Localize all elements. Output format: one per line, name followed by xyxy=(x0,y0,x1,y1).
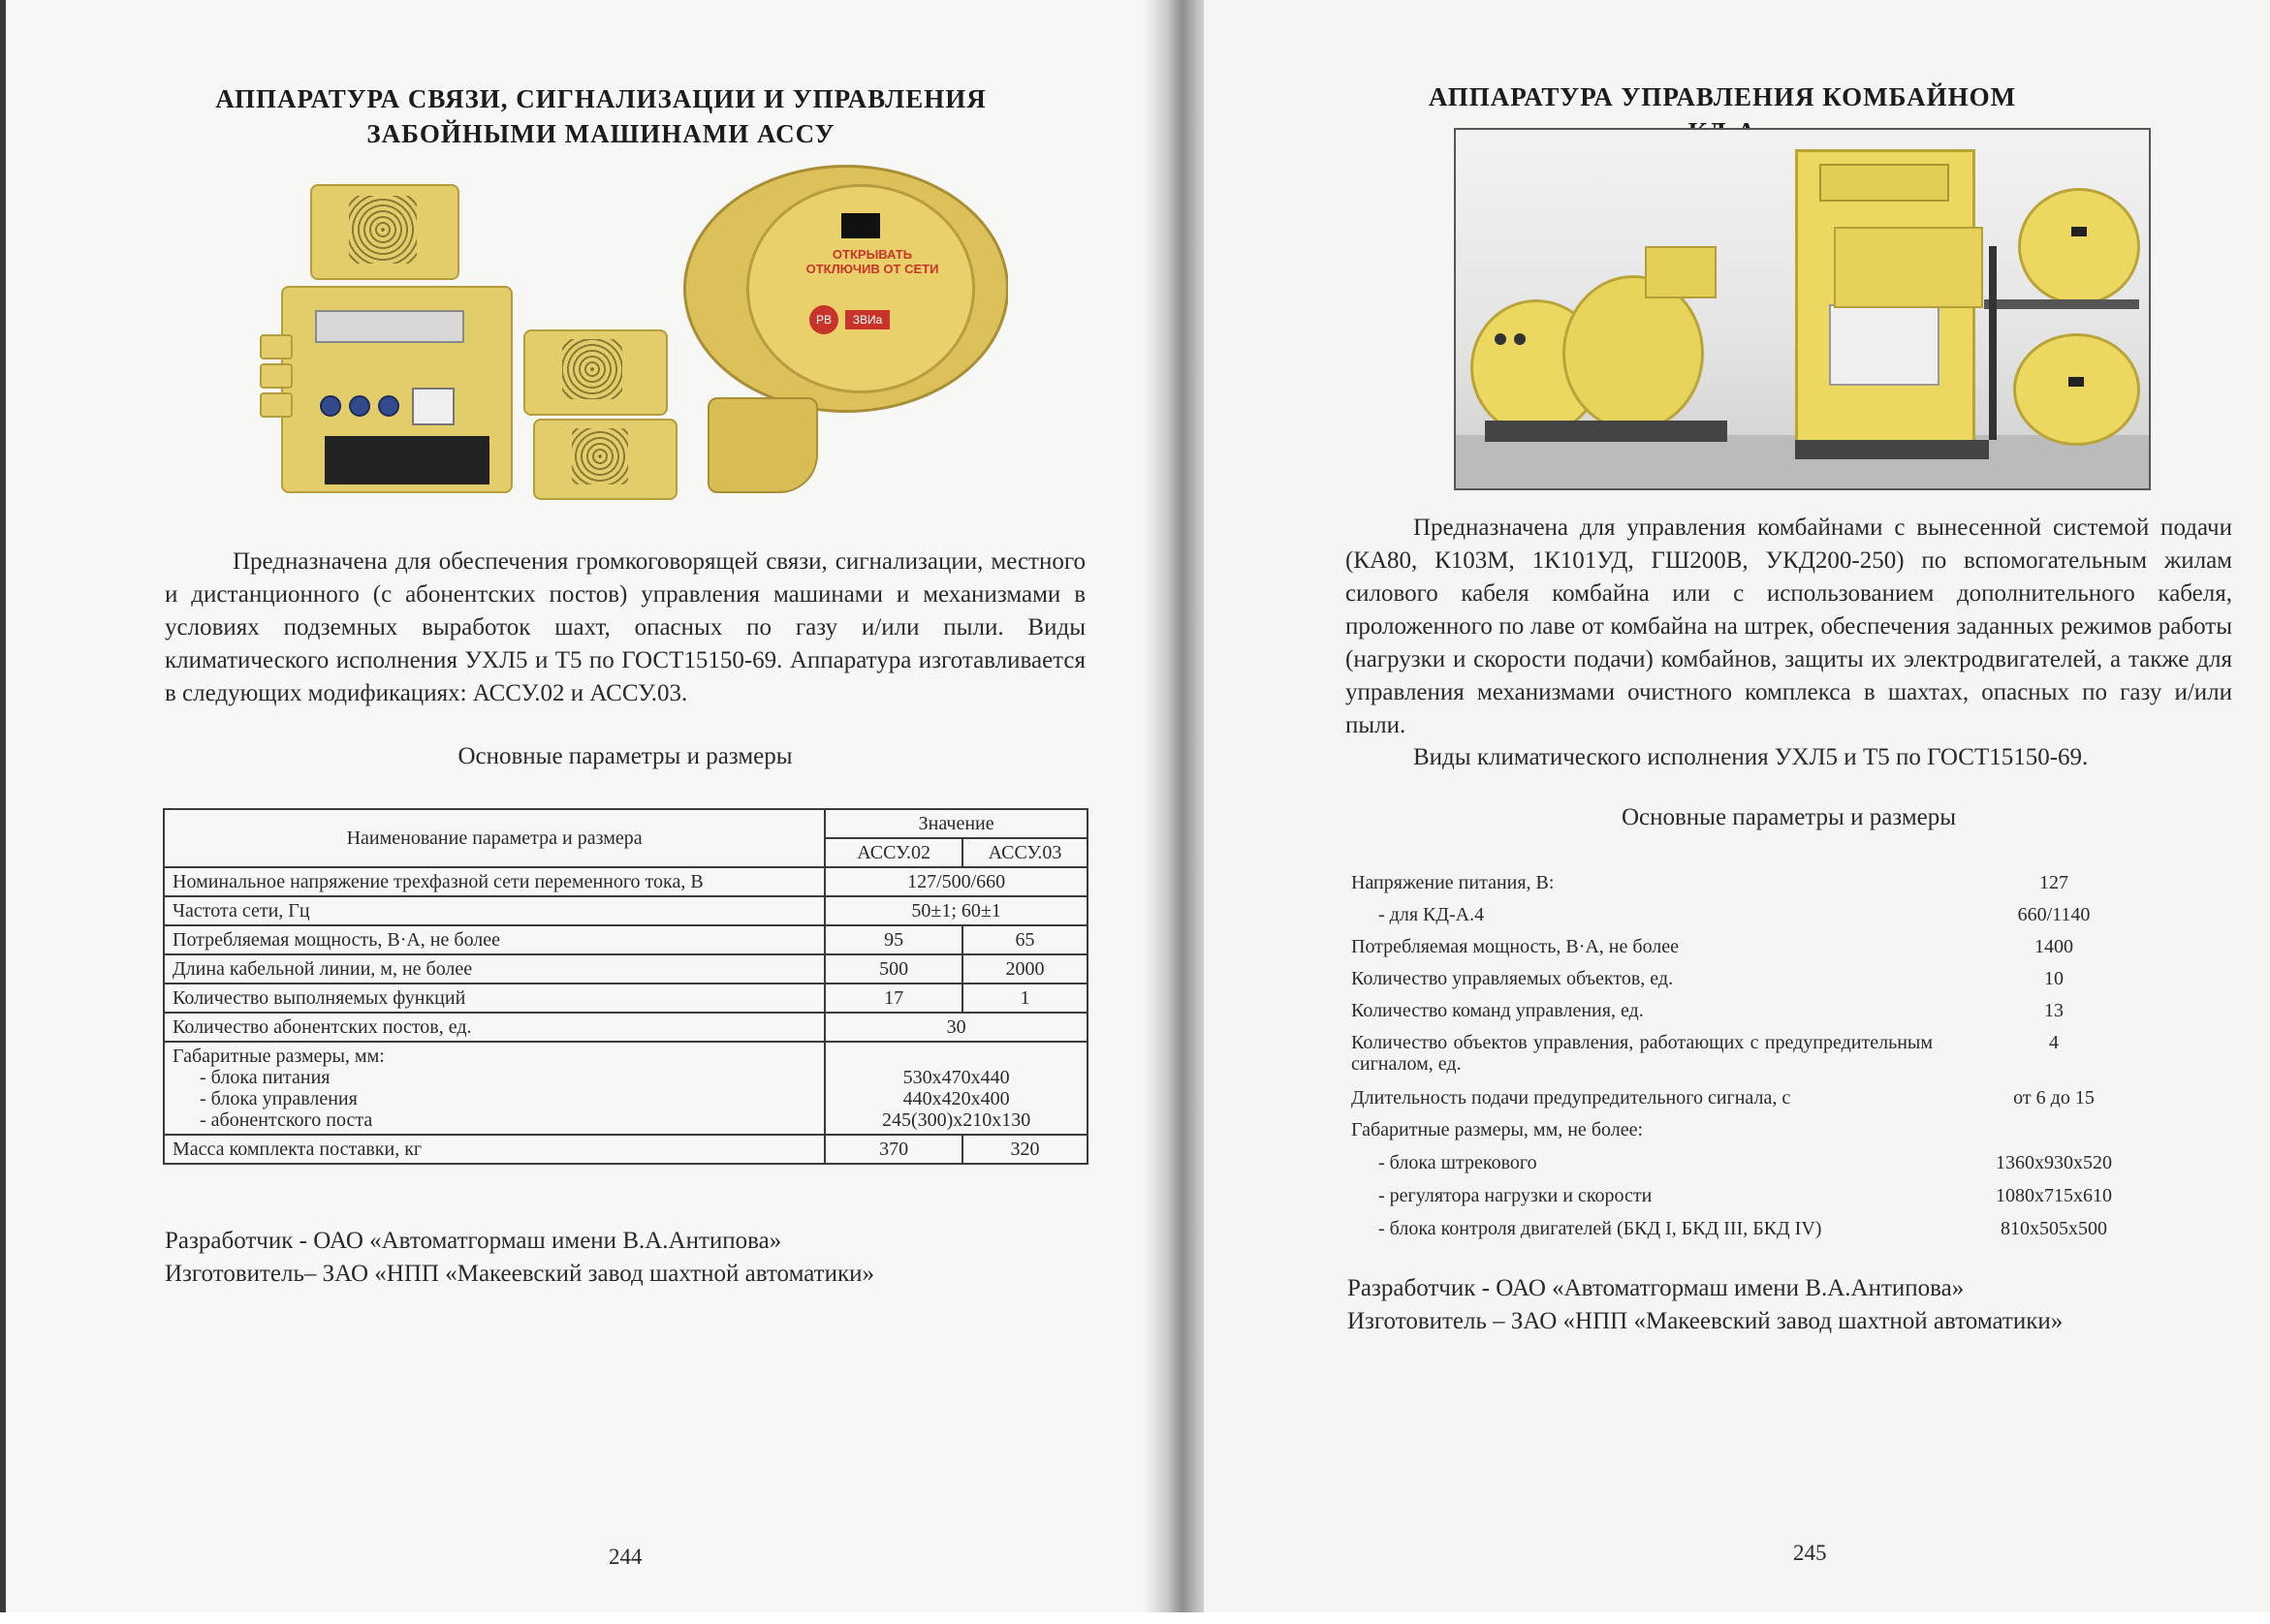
row-name: Номинальное напряжение трехфазной сети переменного тока, В xyxy=(164,867,825,896)
left-manufacturer: Изготовитель– ЗАО «НПП «Макеевский завод шахтной автоматики» xyxy=(165,1261,874,1287)
scan-bottom-edge xyxy=(0,1612,2270,1624)
right-description-text: Предназначена для управления комбайнами с вынесенной системой подачи (КА80, К103М, 1К101УД, ГШ200В, УКД200-250) по вспомогательным жилам силового кабеля комбайна или с использованием дополнительного кабеля, проложенного по лаве от комбайна на штрек, обеспечения заданных режимов работы (нагрузки и скорости подачи) комбайнов, защиты их электродвигателей, а также для управления механизмами очистного комплекса в шахтах, опасных по газу и/или пыли. xyxy=(1345,515,2232,738)
table-row xyxy=(164,984,1088,1013)
right-climate-text: Виды климатического исполнения УХЛ5 и Т5 по ГОСТ15150-69. xyxy=(1413,744,2089,770)
left-page-title xyxy=(165,81,1037,151)
row-value: 50±1; 60±1 xyxy=(825,896,1088,925)
left-description-text: Предназначена для обеспечения громкоговорящей связи, сигнализации, местного и дистанционного (с абонентских постов) управления машинами и механизмами в условиях подземных выработок шахт, опасных по газу и/или пыли. Виды климатического исполнения УХЛ5 и Т5 по ГОСТ15150-69. Аппаратура изготавливается в следующих модификациях: АССУ.02 и АССУ.03. xyxy=(165,548,1086,706)
row-name: Масса комплекта поставки, кг xyxy=(164,1135,825,1164)
photo-mark-rv: РВ xyxy=(809,305,838,334)
row-name: Частота сети, Гц xyxy=(164,896,825,925)
row-name xyxy=(164,1042,825,1135)
param-value: 127 xyxy=(2039,872,2068,893)
param-name: Потребляемая мощность, В·А, не более xyxy=(1351,936,1680,957)
table-row xyxy=(164,954,1088,984)
row-value: 127/500/660 xyxy=(825,867,1088,896)
param-value: 10 xyxy=(2044,968,2064,989)
row-value-assu03: 2000 xyxy=(962,954,1088,984)
dims-item-name: - блока управления xyxy=(200,1088,358,1109)
param-value: 4 xyxy=(2049,1032,2059,1053)
dims-item-name: - блока питания xyxy=(200,1067,331,1088)
right-page-title: АППАРАТУРА УПРАВЛЕНИЯ КОМБАЙНОМ xyxy=(1428,82,2017,111)
row-name: Длина кабельной линии, м, не более xyxy=(164,954,825,984)
param-name: Длительность подачи предупредительного сигнала, с xyxy=(1351,1087,1791,1109)
left-page-number: 244 xyxy=(609,1545,643,1569)
assu-equipment-photo xyxy=(242,165,1008,504)
param-name: Напряжение питания, В: xyxy=(1351,872,1555,893)
param-value: 1400 xyxy=(2034,936,2073,957)
left-title-line-2: ЗАБОЙНЫМИ МАШИНАМИ АССУ xyxy=(366,119,835,148)
col-header-assu02: АССУ.02 xyxy=(825,838,962,867)
col-header-value: Значение xyxy=(825,809,1088,838)
param-name: Количество объектов управления, работающих с предупредительным сигналом, ед. xyxy=(1351,1032,1933,1075)
param-value: 810х505х500 xyxy=(2001,1218,2107,1239)
param-name: Количество команд управления, ед. xyxy=(1351,1000,1644,1021)
left-params-table xyxy=(163,808,1088,1165)
left-developer: Разработчик - ОАО «Автоматгормаш имени В.А.Антипова» xyxy=(165,1228,782,1254)
row-value-assu02: 17 xyxy=(825,984,962,1013)
row-name: Количество выполняемых функций xyxy=(164,984,825,1013)
right-developer: Разработчик - ОАО «Автоматгормаш имени В.А.Антипова» xyxy=(1347,1275,1965,1301)
dims-item-value: 245(300)х210х130 xyxy=(881,1109,1031,1131)
right-page-number: 245 xyxy=(1793,1541,1827,1565)
param-name: - блока штрекового xyxy=(1378,1152,1537,1173)
dims-item-value: 530х470х440 xyxy=(902,1067,1010,1088)
param-name: - регулятора нагрузки и скорости xyxy=(1378,1185,1653,1206)
right-climate xyxy=(1345,741,2232,774)
right-manufacturer: Изготовитель – ЗАО «НПП «Макеевский завод шахтной автоматики» xyxy=(1347,1308,2064,1334)
dims-item-value: 440х420х400 xyxy=(902,1088,1010,1109)
table-row xyxy=(164,896,1088,925)
row-value-assu02: 95 xyxy=(825,925,962,954)
col-header-assu03: АССУ.03 xyxy=(962,838,1088,867)
param-value: 660/1140 xyxy=(2017,904,2091,925)
param-value: 1360х930х520 xyxy=(1996,1152,2112,1173)
param-name: - блока контроля двигателей (БКД I, БКД III, БКД IV) xyxy=(1378,1218,1822,1239)
param-value: 1080х715х610 xyxy=(1996,1185,2112,1206)
param-value: 13 xyxy=(2044,1000,2064,1021)
row-value-assu02: 370 xyxy=(825,1135,962,1164)
dims-item-name: - абонентского поста xyxy=(200,1109,373,1131)
right-description xyxy=(1345,512,2232,742)
scan-left-edge xyxy=(0,0,6,1624)
photo-warning-label: ОТКРЫВАТЬ ОТКЛЮЧИВ ОТ СЕТИ xyxy=(805,247,939,276)
table-row xyxy=(164,867,1088,896)
left-title-line-1: АППАРАТУРА СВЯЗИ, СИГНАЛИЗАЦИИ И УПРАВЛЕНИЯ xyxy=(215,84,987,113)
row-value-assu03: 65 xyxy=(962,925,1088,954)
right-table-title: Основные параметры и размеры xyxy=(1621,804,1957,830)
left-description xyxy=(165,546,1086,710)
table-row-dimensions xyxy=(164,1042,1088,1135)
param-name: - для КД-А.4 xyxy=(1378,904,1485,925)
left-table-title: Основные параметры и размеры xyxy=(457,743,793,769)
kda-equipment-photo xyxy=(1454,128,2151,490)
param-value: от 6 до 15 xyxy=(2013,1087,2095,1109)
photo-mark-zvia: ЗВИа xyxy=(845,310,890,329)
row-value-assu03: 1 xyxy=(962,984,1088,1013)
param-name: Количество управляемых объектов, ед. xyxy=(1351,968,1674,989)
row-name: Количество абонентских постов, ед. xyxy=(164,1013,825,1042)
row-value: 30 xyxy=(825,1013,1088,1042)
param-name: Габаритные размеры, мм, не более: xyxy=(1351,1119,1644,1140)
row-name: Потребляемая мощность, В·А, не более xyxy=(164,925,825,954)
row-value-assu02: 500 xyxy=(825,954,962,984)
right-page xyxy=(1204,0,2270,1624)
dims-label: Габаритные размеры, мм: xyxy=(173,1046,385,1067)
table-row xyxy=(164,1013,1088,1042)
row-value-assu03: 320 xyxy=(962,1135,1088,1164)
table-row xyxy=(164,1135,1088,1164)
row-value xyxy=(825,1042,1088,1135)
col-header-param: Наименование параметра и размера xyxy=(164,809,825,867)
table-row xyxy=(164,925,1088,954)
